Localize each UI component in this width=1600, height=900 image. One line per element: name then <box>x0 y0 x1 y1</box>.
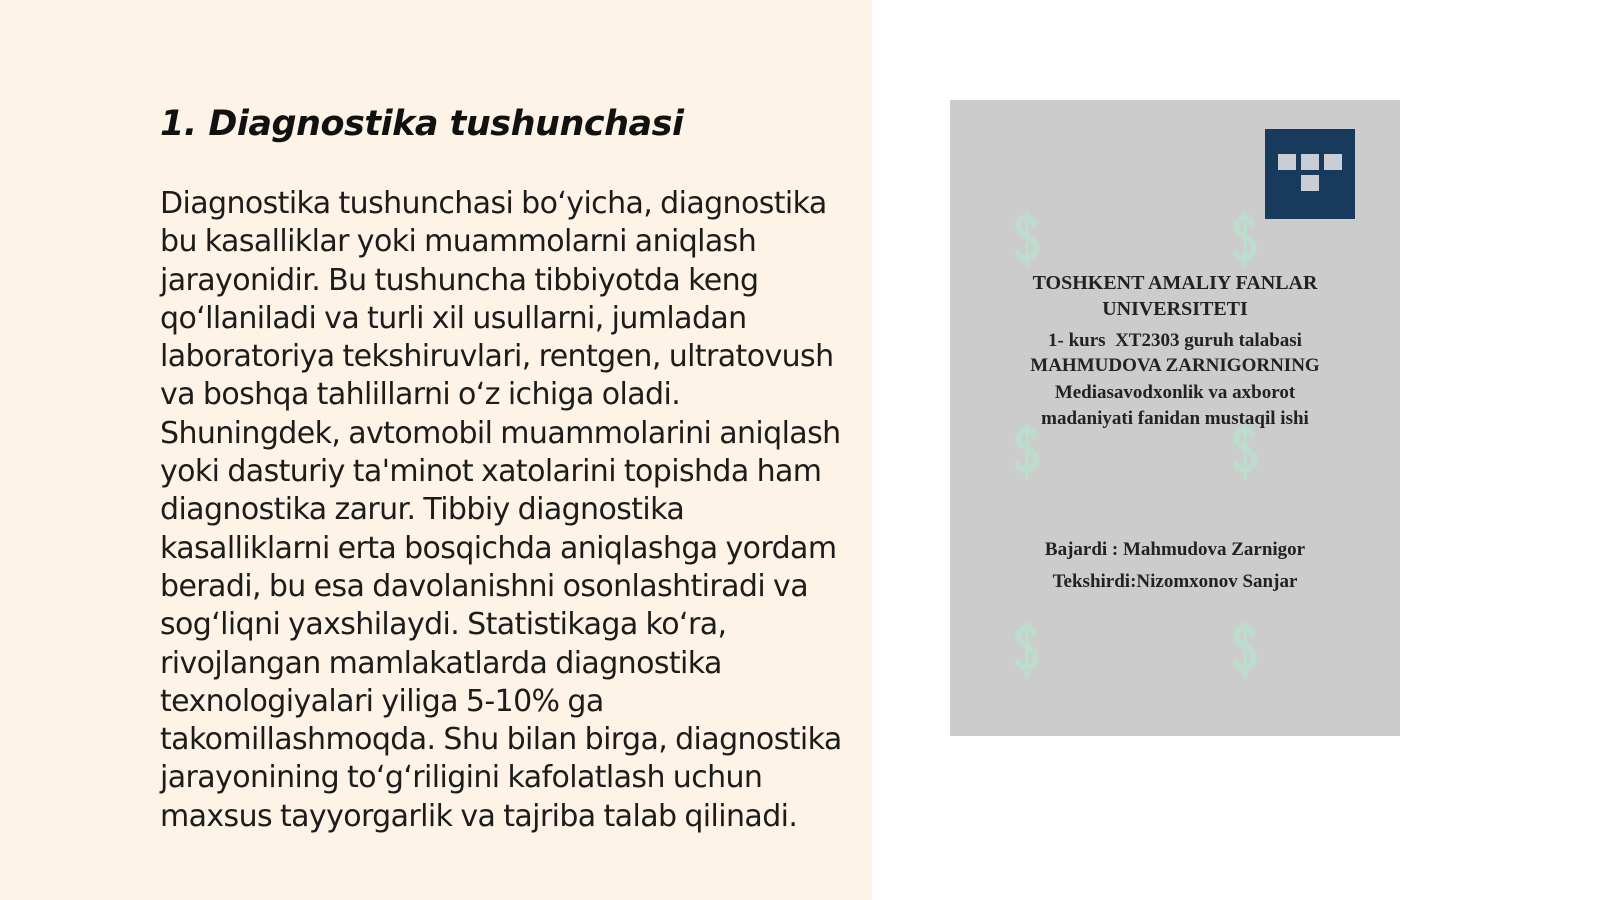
student-line: MAHMUDOVA ZARNIGORNING <box>1030 355 1320 376</box>
course-line: 1- kurs XT2303 guruh talabasi <box>1048 330 1302 351</box>
performed-by: Bajardi : Mahmudova Zarnigor <box>1044 539 1306 560</box>
university-logo-icon <box>1265 129 1355 219</box>
watermark-icon <box>1012 620 1042 680</box>
subject-title <box>950 380 1400 432</box>
subject-line-2: madaniyati fanidan mustaqil ishi <box>1041 408 1309 429</box>
university-line-2: UNIVERSITETI <box>1102 298 1248 320</box>
university-name <box>950 270 1400 322</box>
slide-title: 1. Diagnostika tushunchasi <box>160 104 684 144</box>
university-line-1: TOSHKENT AMALIY FANLAR <box>1032 272 1318 294</box>
slide-body-text: Diagnostika tushunchasi bo‘yicha, diagnostika bu kasalliklar yoki muammolarni aniqlash jarayonidir. Bu tushuncha tibbiyotda keng qo‘llaniladi va turli xil usullarni, jumladan laboratoriya tekshiruvlari, rentgen, ultratovush va boshqa tahlillarni o‘z ichiga oladi. Shuningdek, avtomobil muammolarini aniqlash yoki dasturiy ta'minot xatolarini topishda ham diagnostika zarur. Tibbiy diagnostika kasalliklarni erta bosqichda aniqlashga yordam beradi, bu esa davolanishni osonlashtiradi va sog‘liqni yaxshilaydi. Statistikaga ko‘ra, rivojlangan mamlakatlarda diagnostika texnologiyalari yiliga 5-10% ga takomillashmoqda. Shu bilan birga, diagnostika jarayonining to‘g‘riligini kafolatlash uchun maxsus tayyorgarlik va tajriba talab qilinadi. <box>160 186 842 834</box>
watermark-icon <box>1230 620 1260 680</box>
cover-page-image <box>950 100 1400 736</box>
checked-by: Tekshirdi:Nizomxonov Sanjar <box>1052 571 1298 592</box>
watermark-icon <box>1012 210 1042 270</box>
subject-line-1: Mediasavodxonlik va axborot <box>1054 382 1296 403</box>
watermark-icon <box>1230 210 1260 270</box>
